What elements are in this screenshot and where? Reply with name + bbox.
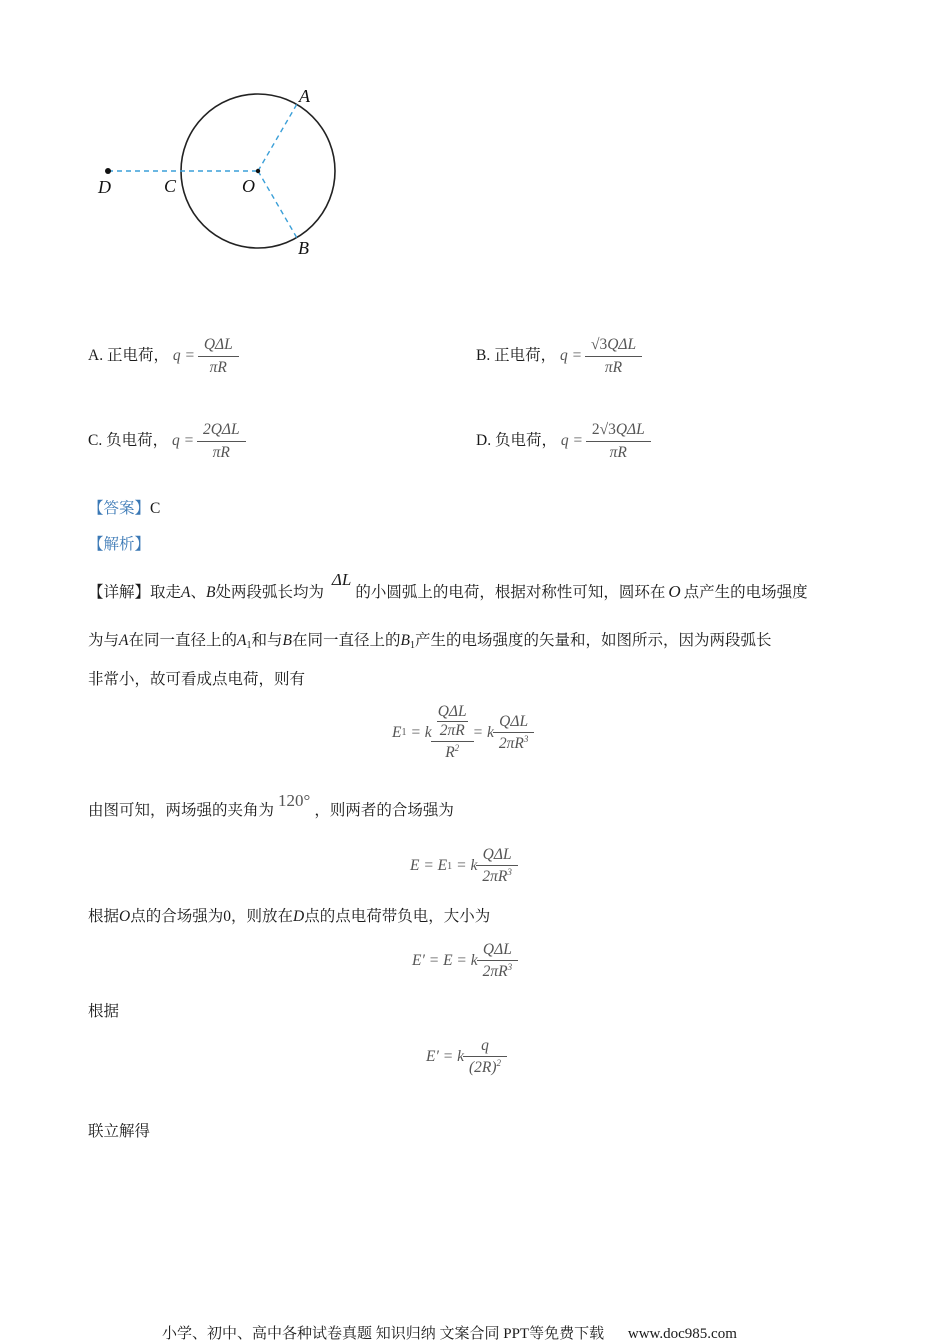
- eq1-lhs-sub: 1: [401, 727, 407, 738]
- eq1-outer-fraction: [434, 703, 471, 762]
- option-a-kind: 正电荷，: [106, 347, 169, 365]
- detail-text: 和与: [251, 632, 283, 649]
- angle-value: 120°: [278, 791, 311, 810]
- symbol-B1: B: [400, 632, 410, 649]
- detail-line-4: [88, 791, 454, 821]
- symbol-O: O: [668, 582, 681, 601]
- symbol-D: D: [292, 908, 305, 925]
- eq1-inner-num: QΔL: [437, 703, 467, 720]
- option-b-letter: B.: [476, 347, 491, 365]
- detail-line-5: [88, 907, 490, 927]
- dashed-line-O-B: [258, 171, 297, 238]
- subscript-1: 1: [246, 640, 252, 651]
- option-a-letter: A.: [88, 347, 104, 365]
- eq1-fraction: [496, 713, 531, 753]
- eq1-den: 2πR: [498, 734, 524, 752]
- detail-line-7: [88, 1122, 150, 1142]
- eq2-num: QΔL: [482, 846, 512, 863]
- eq4-fraction: [466, 1037, 504, 1077]
- equation-1: [392, 703, 533, 762]
- circle-diagram: [85, 80, 345, 265]
- option-c-kind: 负电荷，: [106, 432, 169, 450]
- detail-text: 的小圆弧上的电荷，根据对称性可知，圆环在: [355, 584, 666, 601]
- equation-2: [410, 846, 517, 886]
- option-a-q: q =: [172, 347, 195, 365]
- detail-text: 点的合场强为0，则放在: [130, 908, 293, 925]
- option-c: [88, 420, 245, 463]
- detail-text: 点产生的电场强度: [683, 584, 808, 601]
- option-a: [88, 335, 238, 378]
- eq3-lhs: E′ = E = k: [412, 952, 478, 969]
- eq1-outer-den-sup: 2: [454, 743, 460, 753]
- eq2-fraction: [479, 846, 514, 886]
- detail-text: 为与: [88, 632, 120, 649]
- option-b-den: πR: [585, 356, 642, 378]
- eq2-den-sup: 3: [507, 867, 512, 877]
- dashed-line-O-A: [258, 104, 297, 171]
- option-a-num: QΔL: [203, 336, 233, 353]
- detail-text: 在同一直径上的: [128, 632, 237, 649]
- detail-text: 由图可知，两场强的夹角为: [88, 802, 275, 819]
- option-d-num: QΔL: [615, 421, 645, 438]
- analysis-tag: 【解析】: [88, 536, 151, 553]
- option-a-fraction: [201, 335, 236, 378]
- eq1-outer-den: R: [445, 744, 455, 761]
- option-b: [476, 335, 641, 378]
- label-B: B: [298, 238, 309, 258]
- label-D: D: [98, 177, 111, 197]
- option-d-num-prefix: 2√3: [591, 421, 616, 438]
- option-b-num-prefix: √3: [590, 336, 608, 353]
- detail-line-2: [88, 631, 771, 656]
- option-d-kind: 负电荷，: [494, 432, 557, 450]
- answer-value: C: [150, 500, 161, 517]
- eq1-den-sup: 3: [523, 733, 529, 744]
- eq3-den-sup: 3: [507, 962, 513, 972]
- eq1-inner-den: 2πR: [437, 721, 468, 740]
- eq4-den-sup: 2: [496, 1058, 501, 1068]
- detail-text: 产生的电场强度的矢量和，如图所示，因为两段弧长: [414, 632, 772, 649]
- eq1-num: QΔL: [499, 712, 529, 730]
- label-A: A: [299, 86, 310, 106]
- eq1-eq: = k: [410, 723, 432, 741]
- eq2-den: 2πR: [482, 868, 508, 885]
- answer-line: [88, 499, 160, 519]
- point-D: [105, 168, 111, 174]
- detail-line-3: [88, 670, 305, 690]
- symbol-delta-L: ΔL: [331, 570, 352, 589]
- symbol-B: B: [282, 632, 292, 649]
- eq4-lhs: E′ = k: [426, 1048, 464, 1065]
- eq1-lhs: E: [392, 723, 402, 741]
- option-c-letter: C.: [88, 432, 103, 450]
- option-b-kind: 正电荷，: [494, 347, 557, 365]
- symbol-A1: A: [237, 632, 247, 649]
- detail-line-1: [88, 570, 808, 603]
- detail-text: 处两段弧长均为: [215, 584, 324, 601]
- eq3-fraction: [480, 941, 515, 981]
- option-d-den: πR: [586, 441, 651, 463]
- detail-text: 根据: [88, 1003, 120, 1020]
- eq2-lhs-sub: 1: [447, 860, 453, 872]
- answer-tag: 【答案】: [88, 500, 151, 517]
- detail-line-6: [88, 1002, 119, 1022]
- eq3-den: 2πR: [482, 963, 508, 980]
- eq4-den: (2R): [468, 1059, 497, 1076]
- detail-text: 非常小，故可看成点电荷，则有: [88, 671, 306, 688]
- eq3-num: QΔL: [482, 941, 512, 958]
- subscript-1: 1: [409, 640, 415, 651]
- detail-text: 点的点电荷带负电，大小为: [304, 908, 491, 925]
- point-O: [256, 169, 260, 173]
- symbol-A: A: [119, 632, 129, 649]
- eq2-lhs: E = E: [410, 857, 448, 874]
- option-b-num: QΔL: [607, 336, 637, 353]
- detail-text: 根据: [88, 908, 120, 925]
- detail-text: 联立解得: [88, 1123, 151, 1140]
- option-b-q: q =: [559, 347, 583, 365]
- page-footer: [162, 1322, 737, 1343]
- detail-text: 在同一直径上的: [291, 632, 401, 649]
- option-c-q: q =: [171, 432, 195, 450]
- symbol-B: B: [206, 584, 216, 601]
- detail-text: 、: [190, 584, 207, 601]
- eq1-eq2: = k: [472, 723, 494, 741]
- footer-url[interactable]: www.doc985.com: [627, 1326, 737, 1342]
- label-C: C: [164, 176, 177, 196]
- option-d-letter: D.: [476, 432, 492, 450]
- eq2-eq: = k: [456, 857, 478, 874]
- detail-text: ，则两者的合场强为: [314, 802, 454, 819]
- equation-3: [412, 941, 517, 981]
- equation-4: [426, 1037, 506, 1077]
- option-c-den: πR: [197, 441, 246, 463]
- option-d: [476, 420, 650, 463]
- analysis-line: [88, 535, 150, 555]
- symbol-A: A: [181, 584, 191, 601]
- detail-text: 取走: [150, 584, 182, 601]
- label-O: O: [242, 176, 255, 196]
- option-c-fraction: [200, 420, 243, 463]
- eq4-num: q: [481, 1037, 489, 1054]
- symbol-O: O: [119, 908, 131, 925]
- option-a-den: πR: [198, 356, 239, 378]
- option-d-q: q =: [560, 432, 583, 450]
- option-b-fraction: [588, 335, 639, 378]
- option-c-num: 2QΔL: [202, 421, 240, 438]
- option-d-fraction: [589, 420, 648, 463]
- detail-tag: 【详解】: [88, 584, 151, 601]
- footer-text: 小学、初中、高中各种试卷真题 知识归纳 文案合同 PPT等免费下载: [162, 1326, 605, 1342]
